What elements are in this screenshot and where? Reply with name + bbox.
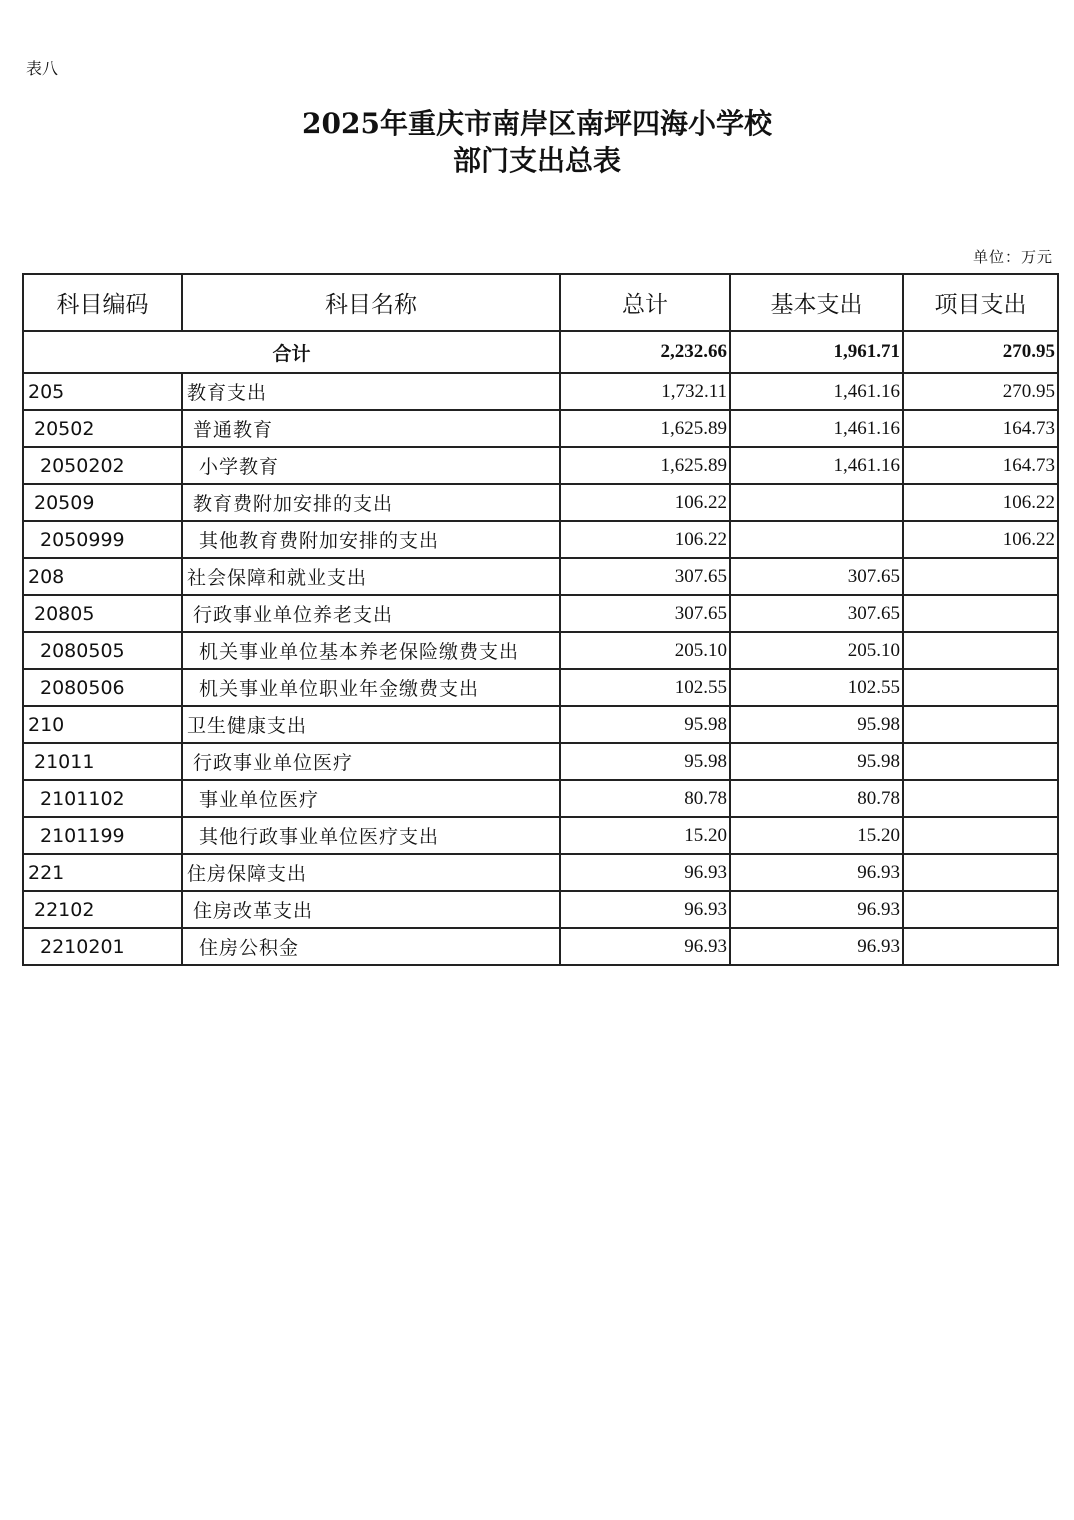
total-row (23, 331, 1058, 373)
cell-project (903, 743, 1058, 780)
total-project: 270.95 (903, 331, 1058, 373)
cell-project: 164.73 (903, 447, 1058, 484)
cell-name: 卫生健康支出 (182, 706, 560, 743)
cell-basic: 1,461.16 (730, 447, 903, 484)
cell-total: 307.65 (560, 595, 730, 632)
table-row (23, 484, 1058, 521)
cell-total: 1,625.89 (560, 410, 730, 447)
cell-code: 2101102 (23, 780, 182, 817)
cell-basic: 15.20 (730, 817, 903, 854)
cell-project (903, 595, 1058, 632)
cell-total: 80.78 (560, 780, 730, 817)
cell-project (903, 632, 1058, 669)
cell-project (903, 780, 1058, 817)
cell-total: 307.65 (560, 558, 730, 595)
cell-total: 15.20 (560, 817, 730, 854)
cell-total: 96.93 (560, 891, 730, 928)
cell-total: 95.98 (560, 743, 730, 780)
cell-basic: 307.65 (730, 558, 903, 595)
table-row (23, 632, 1058, 669)
cell-basic: 205.10 (730, 632, 903, 669)
cell-code: 205 (23, 373, 182, 410)
cell-basic: 307.65 (730, 595, 903, 632)
table-row (23, 373, 1058, 410)
cell-code: 20805 (23, 595, 182, 632)
unit-label: 单位：万元 (972, 248, 1053, 266)
cell-code: 2050202 (23, 447, 182, 484)
table-row (23, 706, 1058, 743)
cell-code: 20502 (23, 410, 182, 447)
table-row (23, 743, 1058, 780)
cell-name: 教育支出 (182, 373, 560, 410)
cell-project (903, 558, 1058, 595)
header-project: 项目支出 (903, 274, 1058, 331)
cell-code: 2080505 (23, 632, 182, 669)
cell-name: 其他教育费附加安排的支出 (182, 521, 560, 558)
cell-code: 20509 (23, 484, 182, 521)
cell-total: 96.93 (560, 854, 730, 891)
table-row (23, 891, 1058, 928)
cell-name: 住房公积金 (182, 928, 560, 965)
cell-total: 106.22 (560, 521, 730, 558)
header-code: 科目编码 (23, 274, 182, 331)
cell-name: 事业单位医疗 (182, 780, 560, 817)
cell-basic: 96.93 (730, 928, 903, 965)
header-total: 总计 (560, 274, 730, 331)
total-total: 2,232.66 (560, 331, 730, 373)
cell-total: 95.98 (560, 706, 730, 743)
cell-code: 2080506 (23, 669, 182, 706)
cell-basic: 102.55 (730, 669, 903, 706)
cell-code: 2050999 (23, 521, 182, 558)
cell-code: 2101199 (23, 817, 182, 854)
cell-total: 1,625.89 (560, 447, 730, 484)
cell-name: 教育费附加安排的支出 (182, 484, 560, 521)
cell-total: 106.22 (560, 484, 730, 521)
cell-basic: 95.98 (730, 706, 903, 743)
cell-project (903, 817, 1058, 854)
cell-basic: 1,461.16 (730, 373, 903, 410)
cell-total: 205.10 (560, 632, 730, 669)
document-subtitle: 部门支出总表 (452, 144, 621, 177)
cell-name: 社会保障和就业支出 (182, 558, 560, 595)
cell-code: 210 (23, 706, 182, 743)
cell-name: 住房改革支出 (182, 891, 560, 928)
table-row (23, 447, 1058, 484)
cell-name: 小学教育 (182, 447, 560, 484)
table-row (23, 928, 1058, 965)
document-title: 2025年重庆市南岸区南坪四海小学校 (302, 107, 772, 140)
header-basic: 基本支出 (730, 274, 903, 331)
header-name: 科目名称 (182, 274, 560, 331)
table-row (23, 521, 1058, 558)
cell-basic (730, 484, 903, 521)
cell-project (903, 891, 1058, 928)
table-row (23, 558, 1058, 595)
cell-name: 机关事业单位职业年金缴费支出 (182, 669, 560, 706)
cell-total: 96.93 (560, 928, 730, 965)
cell-code: 22102 (23, 891, 182, 928)
cell-basic: 1,461.16 (730, 410, 903, 447)
total-label: 合计 (23, 331, 560, 373)
cell-code: 2210201 (23, 928, 182, 965)
cell-name: 普通教育 (182, 410, 560, 447)
cell-project: 164.73 (903, 410, 1058, 447)
table-row (23, 817, 1058, 854)
cell-name: 机关事业单位基本养老保险缴费支出 (182, 632, 560, 669)
cell-code: 208 (23, 558, 182, 595)
cell-project (903, 669, 1058, 706)
header-row (23, 274, 1058, 331)
table-row (23, 854, 1058, 891)
cell-name: 住房保障支出 (182, 854, 560, 891)
table-row (23, 780, 1058, 817)
cell-project (903, 706, 1058, 743)
cell-name: 其他行政事业单位医疗支出 (182, 817, 560, 854)
cell-name: 行政事业单位养老支出 (182, 595, 560, 632)
cell-project: 106.22 (903, 484, 1058, 521)
cell-name: 行政事业单位医疗 (182, 743, 560, 780)
cell-basic: 95.98 (730, 743, 903, 780)
cell-project (903, 854, 1058, 891)
table-row (23, 669, 1058, 706)
cell-code: 21011 (23, 743, 182, 780)
cell-total: 102.55 (560, 669, 730, 706)
cell-code: 221 (23, 854, 182, 891)
table-row (23, 410, 1058, 447)
cell-project: 106.22 (903, 521, 1058, 558)
expenditure-table (22, 273, 1059, 966)
cell-basic (730, 521, 903, 558)
cell-basic: 96.93 (730, 854, 903, 891)
cell-basic: 96.93 (730, 891, 903, 928)
table-label: 表八 (26, 59, 59, 78)
cell-total: 1,732.11 (560, 373, 730, 410)
cell-project: 270.95 (903, 373, 1058, 410)
cell-project (903, 928, 1058, 965)
total-basic: 1,961.71 (730, 331, 903, 373)
cell-basic: 80.78 (730, 780, 903, 817)
table-row (23, 595, 1058, 632)
